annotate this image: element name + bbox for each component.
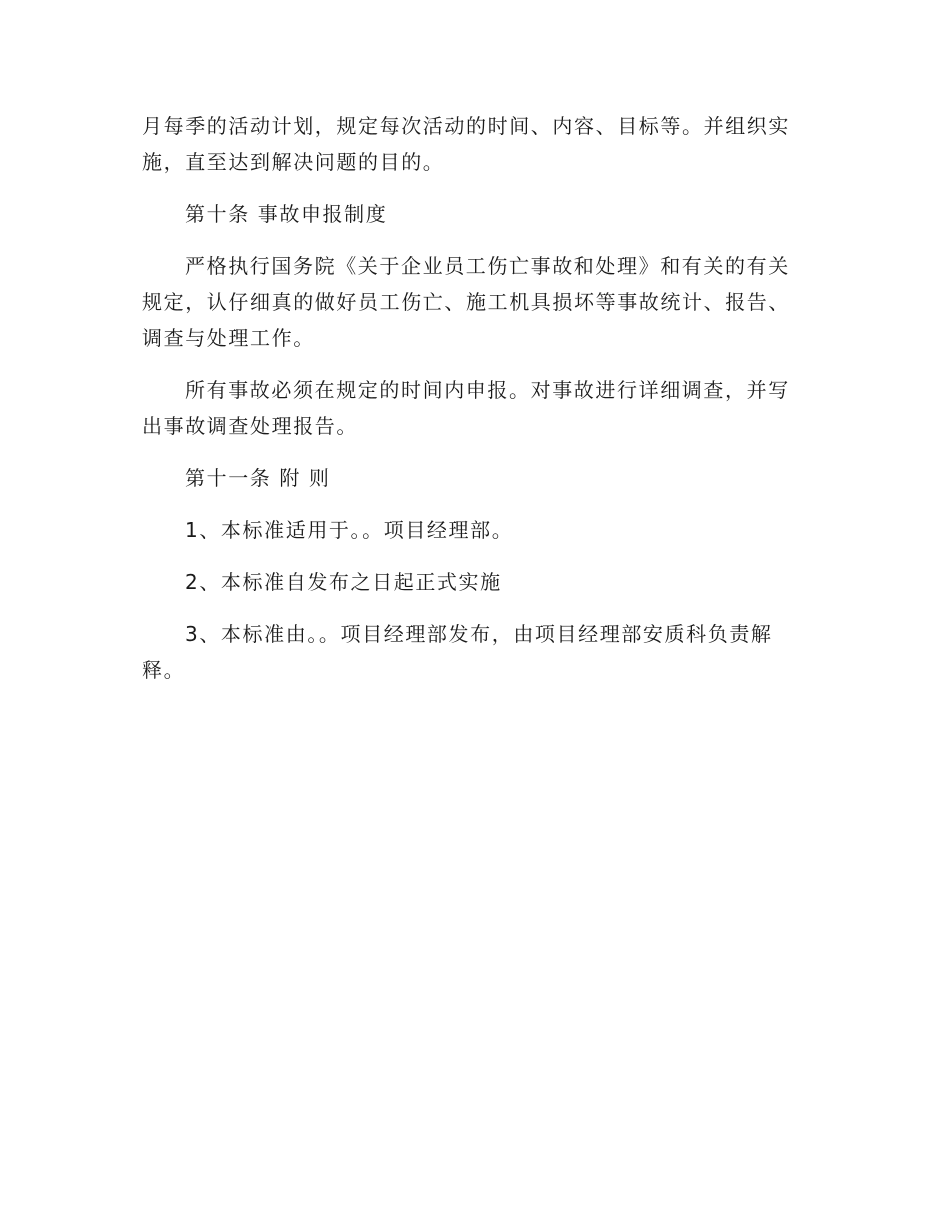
supplementary-item-2: 2、本标准自发布之日起正式实施 [185,570,502,594]
paragraph-accident-reporting-rules: 严格执行国务院《关于企业员工伤亡事故和处理》和有关的有关规定，认仔细真的做好员工伤亡、施工机具损坏等事故统计、报告、调查与处理工作。 [142,254,790,350]
section-heading-article-10: 第十条 事故申报制度 [185,202,388,226]
supplementary-item-3: 3、本标准由。。项目经理部发布，由项目经理部安质科负责解释。 [142,622,773,682]
section-heading-article-11: 第十一条 附 则 [185,466,331,490]
paragraph-continuation: 月每季的活动计划，规定每次活动的时间、内容、目标等。并组织实施，直至达到解决问题的目的。 [142,114,790,174]
paragraph-accident-deadline: 所有事故必须在规定的时间内申报。对事故进行详细调查，并写出事故调查处理报告。 [142,378,790,438]
supplementary-item-1: 1、本标准适用于。。项目经理部。 [185,518,514,542]
document-body [142,108,797,704]
